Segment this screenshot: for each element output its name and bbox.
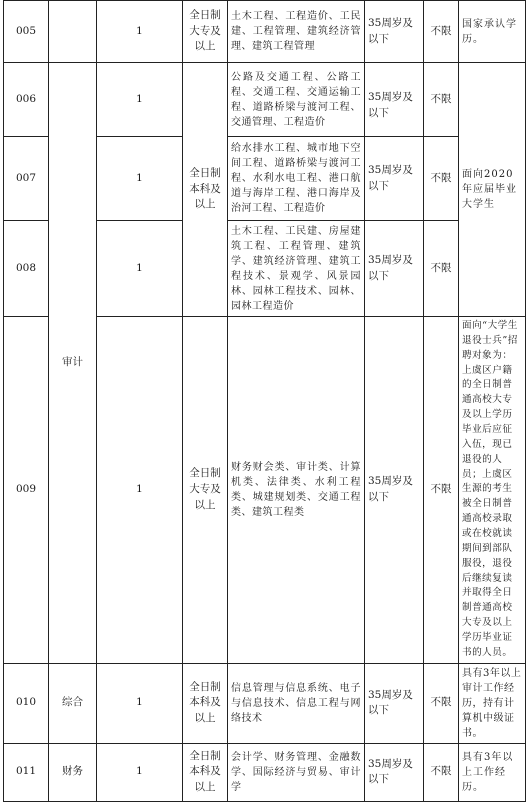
post-code: 009 <box>4 317 49 664</box>
age-requirement: 35周岁及以下 <box>365 663 424 743</box>
education-requirement: 全日制大专及以上 <box>183 1 228 63</box>
age-requirement: 35周岁及以下 <box>365 137 424 221</box>
hire-count: 1 <box>97 743 183 801</box>
post-name <box>49 1 97 63</box>
hire-count: 1 <box>97 317 183 664</box>
education-requirement: 全日制本科及以上 <box>183 663 228 743</box>
major-requirement: 信息管理与信息系统、电子与信息技术、信息工程与网络技术 <box>228 663 365 743</box>
major-requirement: 土木工程、工程造价、工民建、工程管理、建筑经济管理、建筑工程管理 <box>228 1 365 63</box>
other-limit: 不限 <box>424 663 459 743</box>
table-row <box>4 1 526 63</box>
other-limit: 不限 <box>424 743 459 801</box>
hire-count: 1 <box>97 137 183 221</box>
post-name: 财务 <box>49 743 97 801</box>
table-row <box>4 663 526 743</box>
education-requirement: 全日制本科及以上 <box>183 743 228 801</box>
hire-count: 1 <box>97 1 183 63</box>
other-limit: 不限 <box>424 63 459 137</box>
table-row <box>4 63 526 137</box>
major-requirement: 会计学、财务管理、金融数学、国际经济与贸易、审计学 <box>228 743 365 801</box>
age-requirement: 35周岁及以下 <box>365 1 424 63</box>
major-requirement: 土木工程、工民建、房屋建筑工程、工程管理、建筑学、建筑经济管理、建筑工程技术、景观学、风景园林、园林工程技术、园林、园林工程造价 <box>228 221 365 317</box>
other-limit: 不限 <box>424 1 459 63</box>
other-limit: 不限 <box>424 317 459 664</box>
post-code: 005 <box>4 1 49 63</box>
post-name: 审计 <box>49 63 97 664</box>
major-requirement: 财务财会类、审计类、计算机类、法律类、水利工程类、城建规划类、交通工程类、建筑工程类 <box>228 317 365 664</box>
remark: 国家承认学历。 <box>459 1 526 63</box>
major-requirement: 公路及交通工程、公路工程、交通工程、交通运输工程、道路桥梁与渡河工程、交通管理、工程造价 <box>228 63 365 137</box>
post-name: 综合 <box>49 663 97 743</box>
age-requirement: 35周岁及以下 <box>365 221 424 317</box>
other-limit: 不限 <box>424 137 459 221</box>
education-requirement: 全日制大专及以上 <box>183 317 228 664</box>
other-limit: 不限 <box>424 221 459 317</box>
post-code: 006 <box>4 63 49 137</box>
hire-count: 1 <box>97 63 183 137</box>
major-requirement: 给水排水工程、城市地下空间工程、道路桥梁与渡河工程、水利水电工程、港口航道与海岸工程、港口海岸及治河工程、工程造价 <box>228 137 365 221</box>
remark: 具有3年以上审计工作经历，持有计算机中级证书。 <box>459 663 526 743</box>
age-requirement: 35周岁及以下 <box>365 317 424 664</box>
age-requirement: 35周岁及以下 <box>365 63 424 137</box>
remark: 具有3年以上工作经历。 <box>459 743 526 801</box>
post-code: 011 <box>4 743 49 801</box>
remark: 面向“大学生退役士兵”招聘对象为：上虞区户籍的全日制普通高校大专及以上学历毕业后应征入伍，现已退役的人员；上虞区生源的考生被全日制普通高校录取或在校就读期间到部队服役，退役后继续复读并取得全日制普通高校大专及以上学历毕业证书的人员。 <box>459 317 526 664</box>
age-requirement: 35周岁及以下 <box>365 743 424 801</box>
remark: 面向2020年应届毕业大学生 <box>459 63 526 317</box>
post-code: 010 <box>4 663 49 743</box>
education-requirement: 全日制本科及以上 <box>183 63 228 317</box>
recruitment-table <box>3 0 526 802</box>
hire-count: 1 <box>97 663 183 743</box>
post-code: 007 <box>4 137 49 221</box>
table-row <box>4 743 526 801</box>
post-code: 008 <box>4 221 49 317</box>
hire-count: 1 <box>97 221 183 317</box>
